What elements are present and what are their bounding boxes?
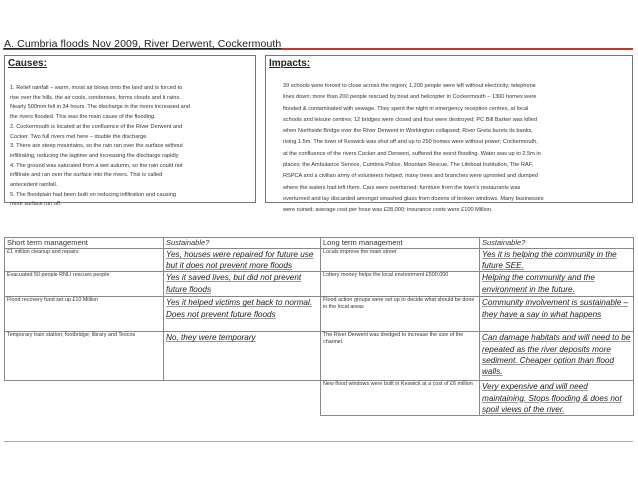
short-sustainable-cell: Yes, houses were repaired for future use but it does not prevent more floods [164,249,321,272]
causes-line: antecedent rainfall. [10,182,58,189]
table-row [5,297,634,332]
short-term-cell [5,381,164,416]
impacts-line: places; the Ambulance Service, Cumbria Police, Mountain Rescue, The Lifeboat Institution, The RAF, [283,162,534,169]
impacts-text [283,81,622,217]
impacts-line: overturned and lay discarded amongst smashed glass from dozens of broken windows. Many businesses [283,195,544,202]
causes-line: 3. There are steep mountains, so the rain ran over the surface without [10,143,183,150]
bottom-divider [4,441,633,442]
table-header-row [5,238,634,249]
short-sustainable-cell: Yes it saved lives, but did not prevent future floods [164,272,321,297]
impacts-line: schools and leisure centres; 12 bridges were closed and four were destroyed; PC Bill Barker was killed [283,116,538,123]
long-term-cell: Locals improve the main street [321,249,480,272]
header-short-term: Short term management [5,238,164,249]
table-row [5,332,634,381]
impacts-line: RSPCA and a civilian army of volunteers helped; many trees and branches were uprooted and dumped [283,173,538,180]
causes-text [10,84,251,210]
impacts-line: were ruined; average cost per hose was £28,000; insurance costs were £100 Million. [283,207,493,214]
table-row [5,272,634,297]
causes-box [4,55,256,208]
impacts-box [265,55,633,214]
table-row [5,249,634,272]
causes-line: 4. The ground was saturated from a wet autumn, so the rain could not [10,162,183,169]
header-long-sustainable: Sustainable? [480,238,634,249]
short-term-cell: Flood recovery fund set up £10 Million [5,297,164,332]
short-term-cell: Evacuated 50 people RNLI rescues people [5,272,164,297]
long-sustainable-cell: Can damage habitats and will need to be repeated as the river deposits more sediment. Cheaper option than flood walls. [480,332,634,381]
short-term-cell: £1 million cleanup and repairs [5,249,164,272]
causes-line: infiltrating, reducing the lagtime and increasing the discharge rapidly [10,152,179,159]
short-sustainable-cell [164,381,321,416]
long-sustainable-cell: Very expensive and will need maintaining. Stops flooding & does not spoil views of the river. [480,381,634,416]
header-long-term: Long term management [321,238,480,249]
impacts-line: at the confluence of the rivers Cocker and Derwent, suffered the worst flooding. Water was up to 2.5m in [283,150,541,157]
impacts-line: where the waters had left them. Cars were overturned; furniture from the town's restaurants was [283,184,521,191]
causes-line: the rivers flooded. This was the main cause of the flooding. [10,114,156,121]
impacts-heading: Impacts: [269,58,311,69]
long-term-cell: Flood action groups were set up to decide what should be done in the local areas [321,297,480,332]
causes-line: Nearly 500mm fell in 34 hours. The discharge in the rivers increased and [10,104,190,111]
long-sustainable-cell: Community involvement is sustainable – they have a say in what happens [480,297,634,332]
long-sustainable-cell: Yes it is helping the community in the future SEE. [480,249,634,272]
impacts-line: lines down; more than 200 people rescued by boat and helicopter in Cockermouth – 1300 homes were [283,94,537,101]
short-sustainable-cell: No, they were temporary [164,332,321,381]
page-title: A. Cumbria floods Nov 2009, River Derwent, Cockermouth [4,38,282,50]
header-short-sustainable: Sustainable? [164,238,321,249]
management-table [4,237,634,416]
causes-line: infiltrate and ran over the surface into the rivers. This is called [10,172,163,179]
impacts-line: flooded & contaminated with sewage. They spent the night in emergency reception centres, at local [283,105,529,112]
causes-heading: Causes: [8,58,47,69]
causes-line: Cocker. Two full rivers met here – double the discharge. [10,133,148,140]
table-row [5,381,634,416]
impacts-line: when Northside Bridge over the River Derwent in Workington collapsed; River Greta bursts its banks, [283,128,533,135]
causes-line: 1. Relief rainfall – warm, moist air blows onto the land and is forced to [10,85,183,91]
short-term-cell: Temporary train station; footbridge; library and Tescos [5,332,164,381]
long-sustainable-cell: Helping the community and the environment in the future. [480,272,634,297]
long-term-cell: New flood windows were built in Keswick at a cost of £6 million [321,381,480,416]
long-term-cell: Lottery money helps the local environment £500,000 [321,272,480,297]
causes-line: 5. The floodplain had been built on reducing infiltration and causing [10,191,176,198]
short-sustainable-cell: Yes it helped victims get back to normal. Does not prevent future floods [164,297,321,332]
impacts-line: 39 schools were forced to close across the region; 1,200 people were left without electricity; telephone [283,83,536,89]
causes-line: 2. Cockermouth is located at the confluence of the River Derwent and [10,123,183,130]
impacts-line: rising 1.5m. The town of Keswick was shut off and up to 250 homes were without power; Cockermouth, [283,139,538,146]
causes-line: more surface run off. [10,201,62,208]
long-term-cell: The River Derwent was dredged to increase the size of the channel. [321,332,480,381]
causes-line: rise over the hills, the air cools, condenses, forms clouds and it rains. [10,94,181,101]
